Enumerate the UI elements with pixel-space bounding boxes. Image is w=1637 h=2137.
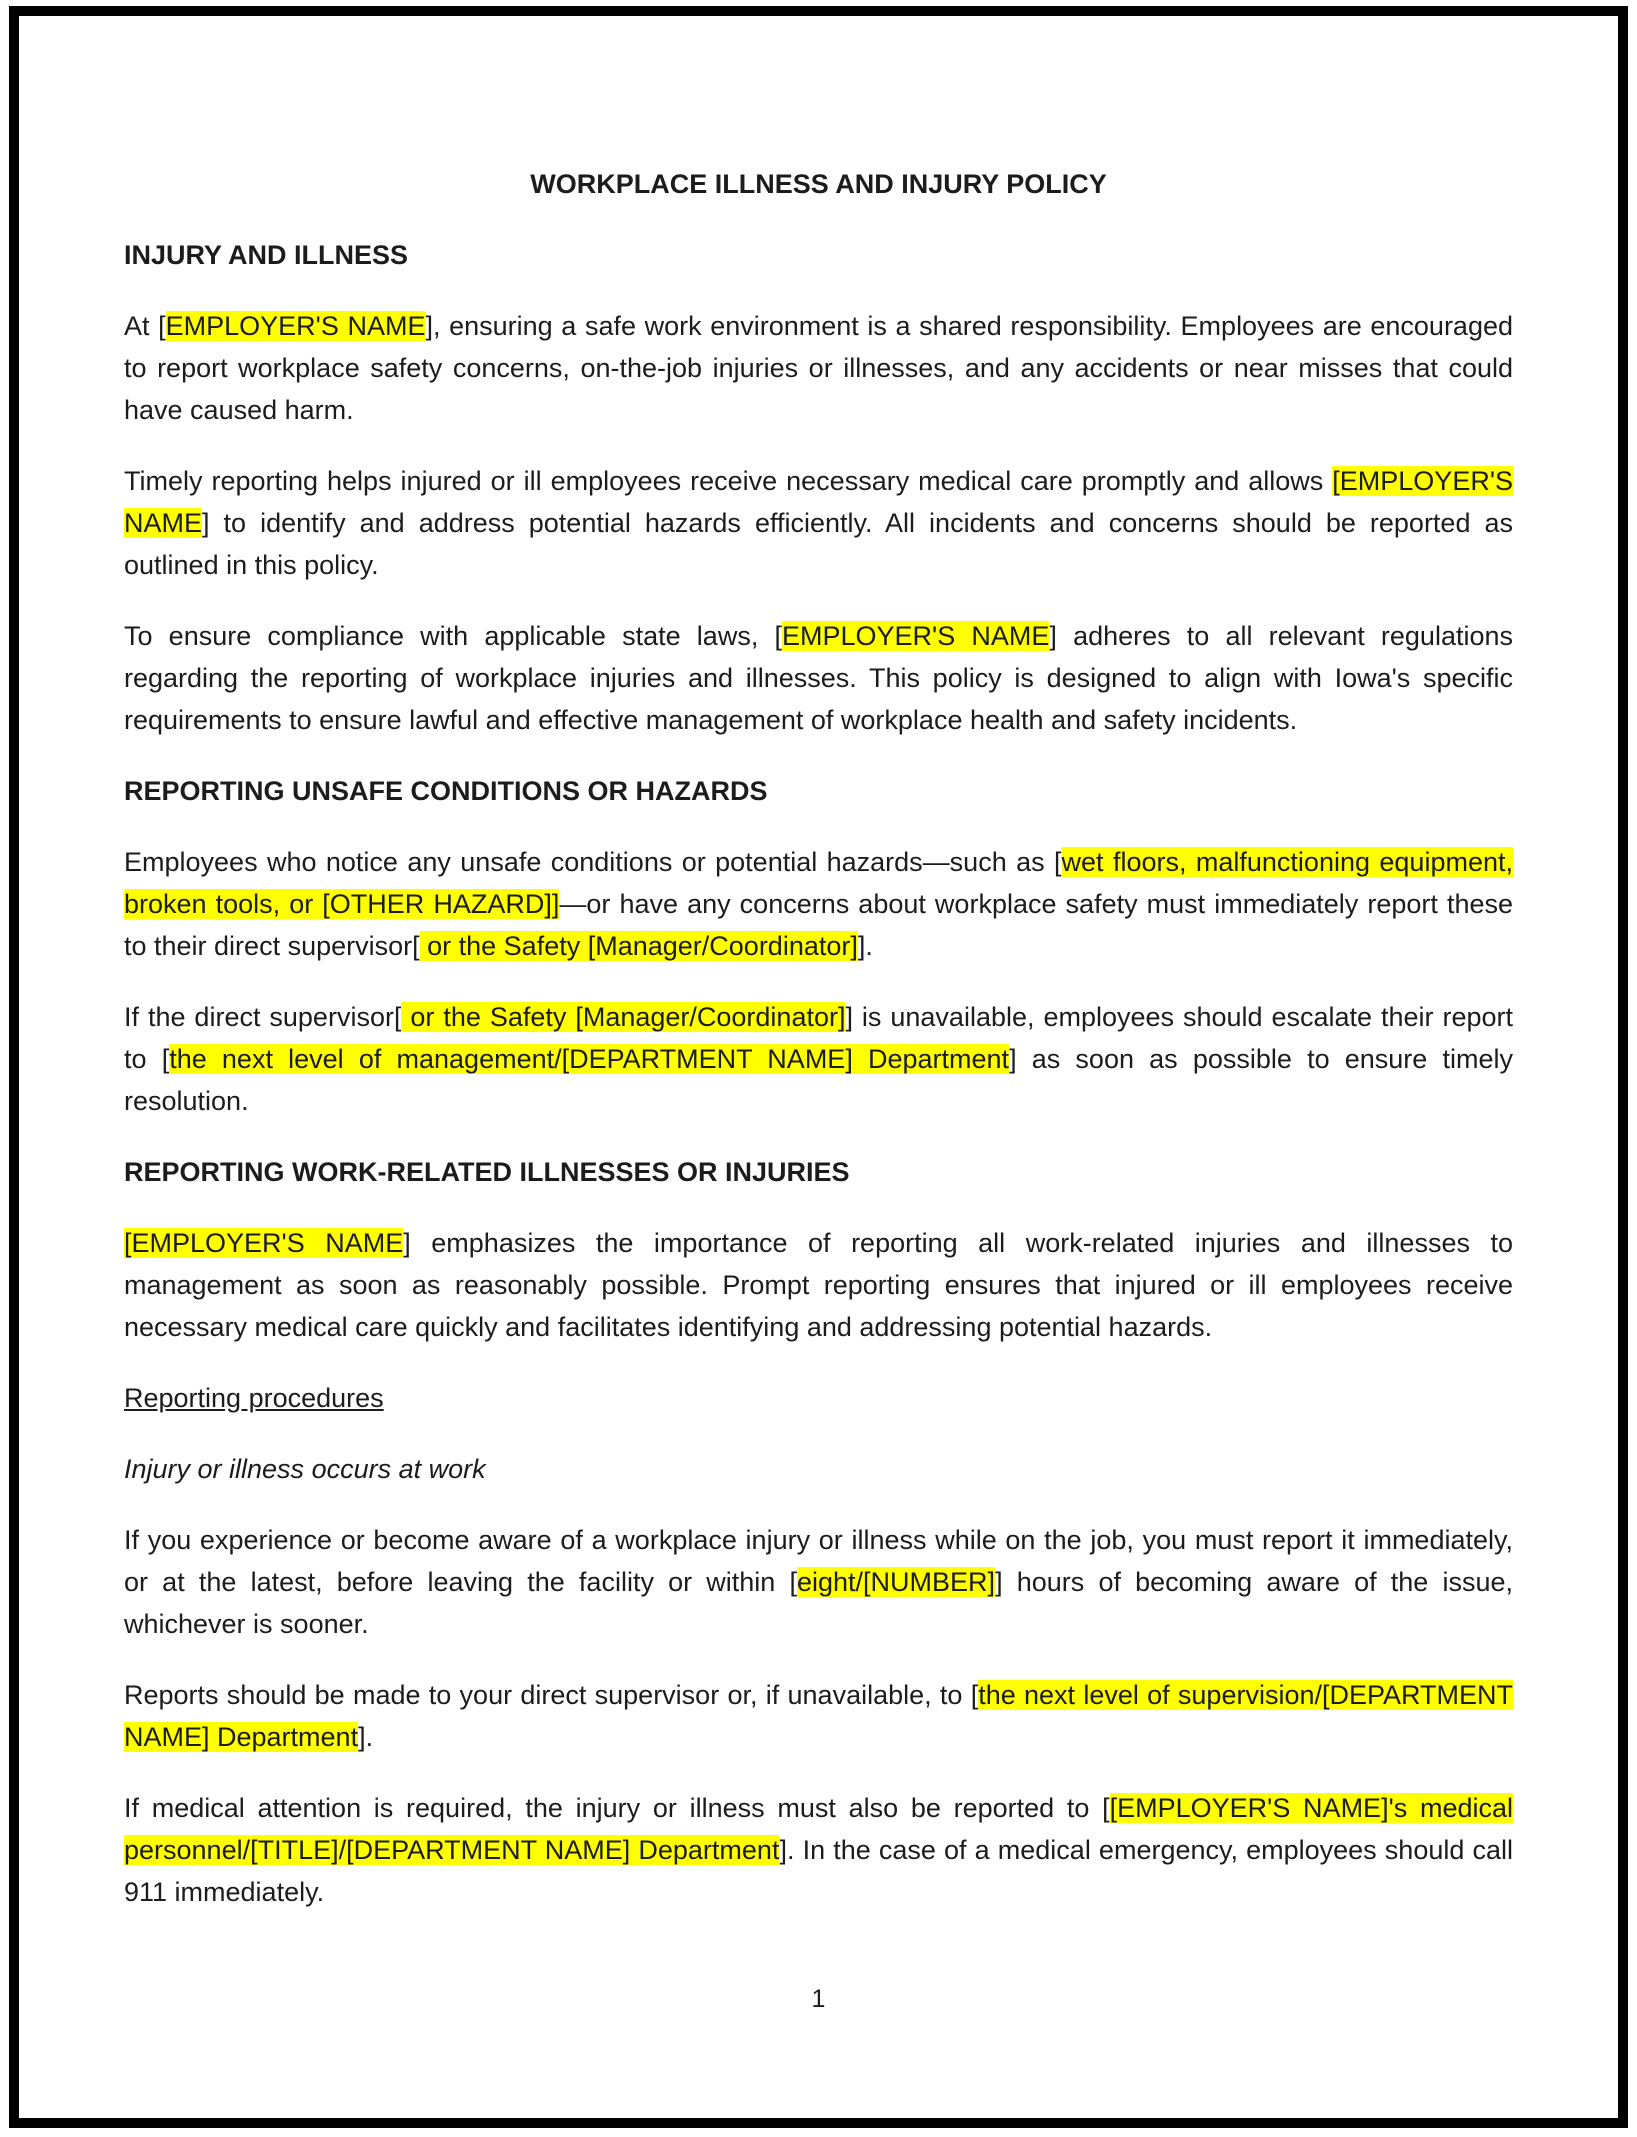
text-run: ]. In the case of a medical emergency, employees should call 911 immediately. — [124, 1835, 1513, 1907]
text-run: —or have any concerns about workplace safety must immediately report these to their direct supervisor[ — [124, 889, 1513, 961]
text-run: Employees who notice any unsafe conditions or potential hazards—such as [ — [124, 847, 1062, 877]
paragraph-report-immediately — [124, 1519, 1513, 1645]
paragraph-reports-to-supervisor — [124, 1674, 1513, 1758]
text-run: ] to identify and address potential hazards efficiently. All incidents and concerns should be reported as outlined in this policy. — [124, 508, 1513, 580]
highlighted-placeholder-medical-personnel: [EMPLOYER'S NAME]'s medical personnel/[TITLE]/[DEPARTMENT NAME] Department — [124, 1793, 1513, 1865]
paragraph-medical-attention — [124, 1787, 1513, 1913]
highlighted-placeholder-next-level-management: the next level of management/[DEPARTMENT NAME] Department — [169, 1044, 1010, 1074]
text-run: At [ — [124, 311, 166, 341]
document-title: WORKPLACE ILLNESS AND INJURY POLICY — [530, 169, 1107, 199]
text-run: ] as soon as possible to ensure timely resolution. — [124, 1044, 1513, 1116]
subheading-injury-occurs-at-work: Injury or illness occurs at work — [124, 1454, 486, 1484]
highlighted-placeholder-hazards: wet floors, malfunctioning equipment, broken tools, or [OTHER HAZARD]] — [124, 847, 1513, 919]
heading-reporting-work-related: REPORTING WORK-RELATED ILLNESSES OR INJURIES — [124, 1157, 850, 1187]
text-run: If medical attention is required, the injury or illness must also be reported to [ — [124, 1793, 1110, 1823]
paragraph-unsafe-conditions — [124, 841, 1513, 967]
text-run: If the direct supervisor[ — [124, 1002, 402, 1032]
heading-reporting-unsafe-conditions: REPORTING UNSAFE CONDITIONS OR HAZARDS — [124, 776, 768, 806]
text-run: ] is unavailable, employees should escalate their report to [ — [124, 1002, 1513, 1074]
highlighted-placeholder-employer-name: EMPLOYER'S NAME — [782, 621, 1050, 651]
text-run: To ensure compliance with applicable state laws, [ — [124, 621, 782, 651]
subheading-reporting-procedures: Reporting procedures — [124, 1383, 384, 1413]
text-run: ]. — [857, 931, 873, 961]
document-content — [124, 163, 1513, 1942]
paragraph-state-law-compliance — [124, 615, 1513, 741]
text-run: ] adheres to all relevant regulations regarding the reporting of workplace injuries and illnesses. This policy is designed to align with Iowa's specific requirements to ensure lawful and effective management of workplace health and safety incidents. — [124, 621, 1513, 735]
highlighted-placeholder-safety-manager: or the Safety [Manager/Coordinator] — [401, 1002, 846, 1032]
paragraph-shared-responsibility — [124, 305, 1513, 431]
paragraph-timely-reporting — [124, 460, 1513, 586]
highlighted-placeholder-employer-name: [EMPLOYER'S NAME — [124, 466, 1513, 538]
highlighted-placeholder-hours: eight/[NUMBER] — [797, 1567, 996, 1597]
text-run: Reports should be made to your direct supervisor or, if unavailable, to [ — [124, 1680, 979, 1710]
highlighted-placeholder-safety-manager: or the Safety [Manager/Coordinator] — [419, 931, 858, 961]
text-run: Timely reporting helps injured or ill employees receive necessary medical care promptly and allows — [124, 466, 1333, 496]
text-run: ] emphasizes the importance of reporting all work-related injuries and illnesses to management as soon as reasonably possible. Prompt reporting ensures that injured or ill employees receive necessary medical care quickly and facilitates identifying and addressing potential hazards. — [124, 1228, 1513, 1342]
text-run: ], ensuring a safe work environment is a shared responsibility. Employees are encouraged to report workplace safety concerns, on-the-job injuries or illnesses, and any accidents or near misses that could have caused harm. — [124, 311, 1513, 425]
text-run: ] hours of becoming aware of the issue, whichever is sooner. — [124, 1567, 1513, 1639]
highlighted-placeholder-employer-name: [EMPLOYER'S NAME — [124, 1228, 404, 1258]
paragraph-supervisor-unavailable — [124, 996, 1513, 1122]
heading-injury-and-illness: INJURY AND ILLNESS — [124, 240, 409, 270]
highlighted-placeholder-employer-name: EMPLOYER'S NAME — [165, 311, 426, 341]
text-run: If you experience or become aware of a workplace injury or illness while on the job, you must report it immediately, or at the latest, before leaving the facility or within [ — [124, 1525, 1513, 1597]
highlighted-placeholder-next-level-supervision: the next level of supervision/[DEPARTMENT NAME] Department — [124, 1680, 1513, 1752]
text-run: ]. — [358, 1722, 374, 1752]
paragraph-emphasizes-reporting — [124, 1222, 1513, 1348]
page-number: 1 — [811, 1985, 826, 2013]
